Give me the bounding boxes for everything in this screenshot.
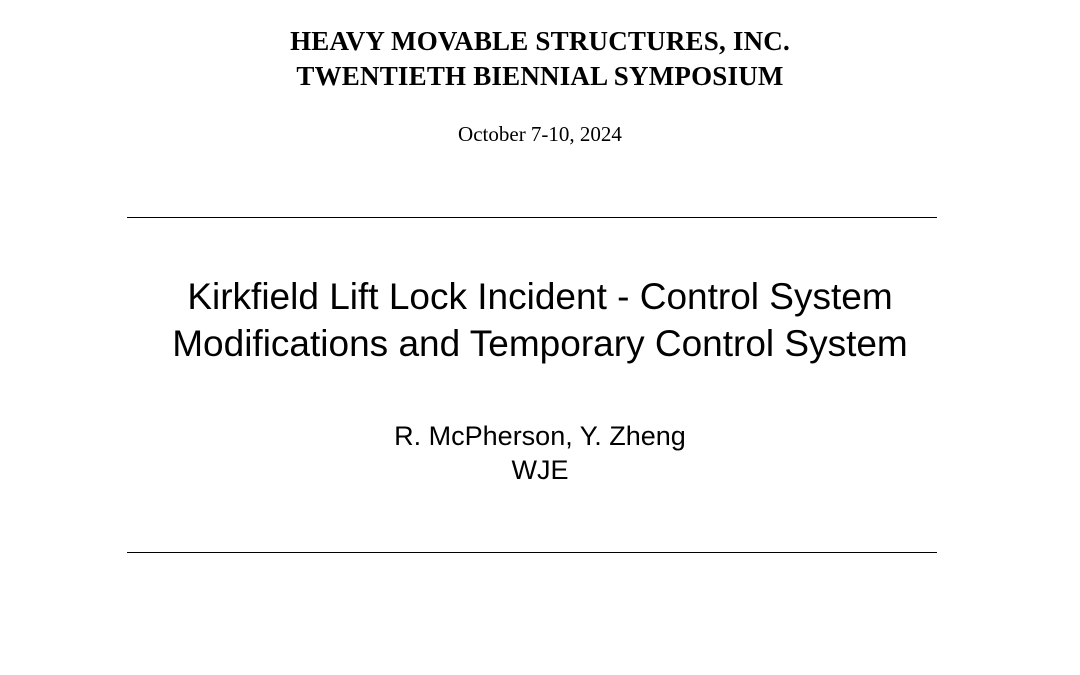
symposium-name: TWENTIETH BIENNIAL SYMPOSIUM bbox=[296, 61, 784, 91]
top-divider bbox=[127, 217, 937, 218]
symposium-dates: October 7-10, 2024 bbox=[458, 122, 622, 146]
paper-authors: R. McPherson, Y. Zheng bbox=[394, 421, 686, 451]
bottom-divider bbox=[127, 552, 937, 553]
organization-name: HEAVY MOVABLE STRUCTURES, INC. bbox=[290, 26, 790, 56]
author-affiliation: WJE bbox=[511, 455, 569, 485]
paper-title: Kirkfield Lift Lock Incident - Control System Modifications and Temporary Control System bbox=[172, 276, 908, 364]
